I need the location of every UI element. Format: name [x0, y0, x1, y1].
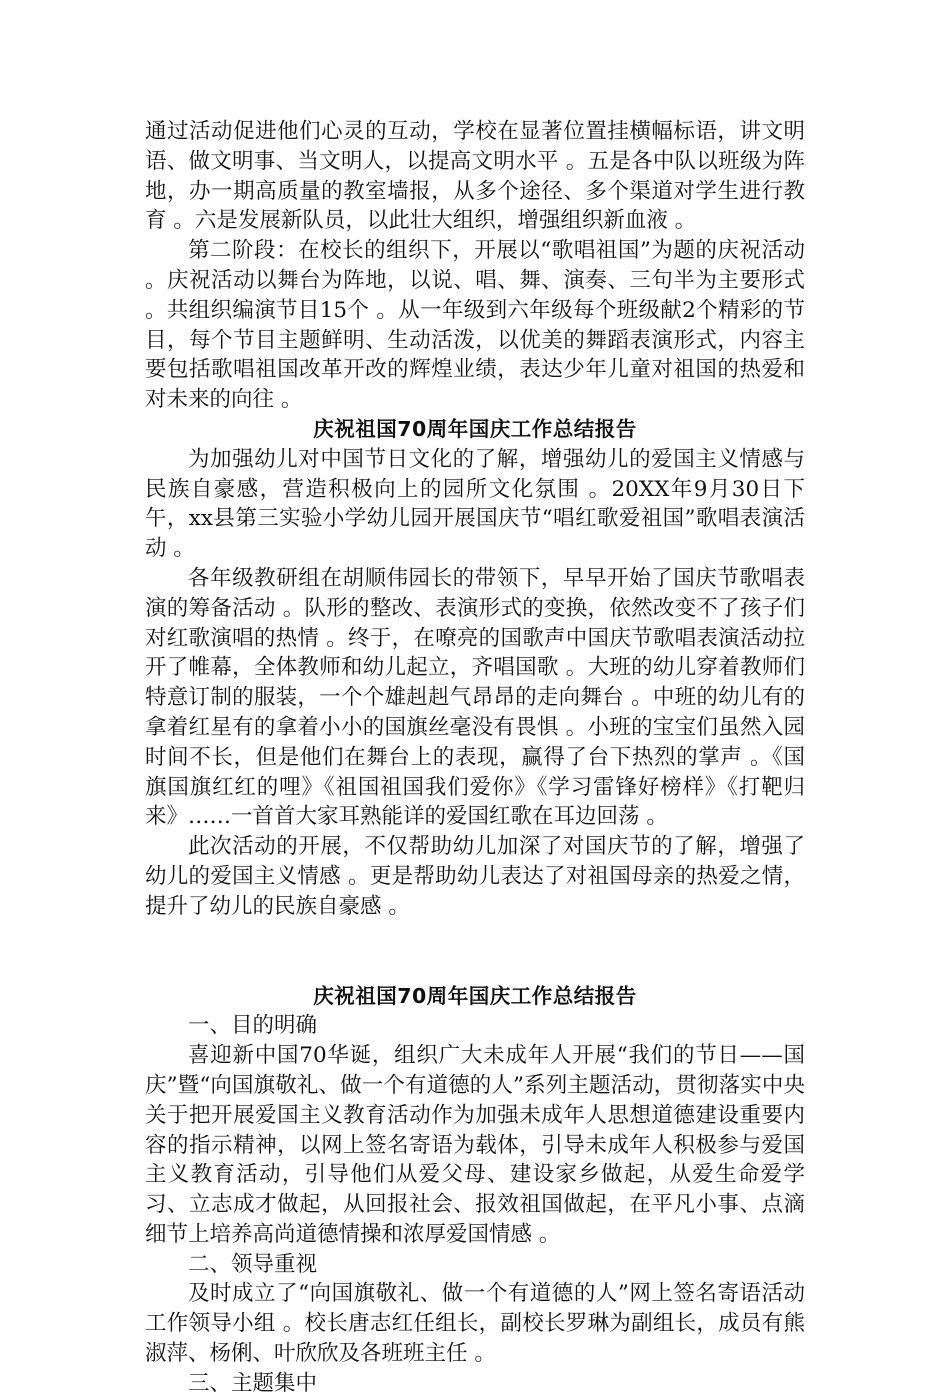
report2-paragraph-2: 及时成立了“向国旗敬礼、做一个有道德的人”网上签名寄语活动工作领导小组 。校长唐志红任组长，副校长罗琳为副组长，成员有熊淑萍、杨俐、叶欣欣及各班班主任 。 — [145, 1281, 805, 1367]
report2-heading-1: 一、目的明确 — [188, 1013, 318, 1039]
report2-paragraph-1: 喜迎新中国70华诞，组织广大未成年人开展“我们的节日——国庆”暨“向国旗敬礼、做一个有道德的人”系列主题活动，贯彻落实中央关于把开展爱国主义教育活动作为加强未成年人思想道德建设重要内容的指示精神，以网上签名寄语为载体，引导未成年人积极参与爱国主义教育活动，引导他们从爱父母、建设家乡做起，从爱生命爱学习、立志成才做起，从回报社会、报效祖国做起，在平凡小事、点滴细节上培养高尚道德情操和浓厚爱国情感 。 — [145, 1043, 805, 1247]
report1-paragraph-2: 各年级教研组在胡顺伟园长的带领下，早早开始了国庆节歌唱表演的筹备活动 。队形的整改、表演形式的变换，依然改变不了孩子们对红歌演唱的热情 。终于，在嘹亮的国歌声中国庆节歌唱表演活动拉开了帷幕，全体教师和幼儿起立，齐唱国歌 。大班的幼儿穿着教师们特意订制的服装，一个个雄赳赳气昂昂的走向舞台 。中班的幼儿有的拿着红星有的拿着小小的国旗丝毫没有畏惧 。小班的宝宝们虽然入园时间不长，但是他们在舞台上的表现，赢得了台下热烈的掌声 。《国旗国旗红红的哩》《祖国祖国我们爱你》《学习雷锋好榜样》《打靶归来》……一首首大家耳熟能详的爱国红歌在耳边回荡 。 — [145, 565, 805, 830]
section-gap — [145, 922, 805, 982]
report1-paragraph-1: 为加强幼儿对中国节日文化的了解，增强幼儿的爱国主义情感与民族自豪感，营造积极向上的园所文化氛围 。20XX年9月30日下午，xx县第三实验小学幼儿园开展国庆节“唱红歌爱祖国”歌唱表演活动 。 — [145, 446, 805, 562]
report-title-1: 庆祝祖国70周年国庆工作总结报告 — [313, 416, 637, 441]
report-title-2: 庆祝祖国70周年国庆工作总结报告 — [313, 983, 637, 1008]
report2-heading-2: 二、领导重视 — [188, 1251, 318, 1277]
document-page — [145, 117, 805, 1399]
report1-paragraph-3: 此次活动的开展，不仅帮助幼儿加深了对国庆节的了解，增强了幼儿的爱国主义情感 。更是帮助幼儿表达了对祖国母亲的热爱之情，提升了幼儿的民族自豪感 。 — [145, 834, 805, 919]
paragraph-continuation: 通过活动促进他们心灵的互动，学校在显著位置挂横幅标语，讲文明语、做文明事、当文明人，以提高文明水平 。五是各中队以班级为阵地，办一期高质量的教室墙报，从多个途径、多个渠道对学生进行教育 。六是发展新队员，以此壮大组织，增强组织新血液 。 — [145, 119, 805, 234]
report2-heading-3: 三、主题集中 — [188, 1370, 318, 1396]
paragraph-stage-two: 第二阶段：在校长的组织下，开展以“歌唱祖国”为题的庆祝活动 。庆祝活动以舞台为阵地，以说、唱、舞、演奏、三句半为主要形式 。共组织编演节目15个 。从一年级到六年级每个班级献2个精彩的节目，每个节目主题鲜明、生动活泼，以优美的舞蹈表演形式，内容主要包括歌唱祖国改革开改的辉煌业绩，表达少年儿童对祖国的热爱和对未来的向往 。 — [145, 238, 805, 413]
